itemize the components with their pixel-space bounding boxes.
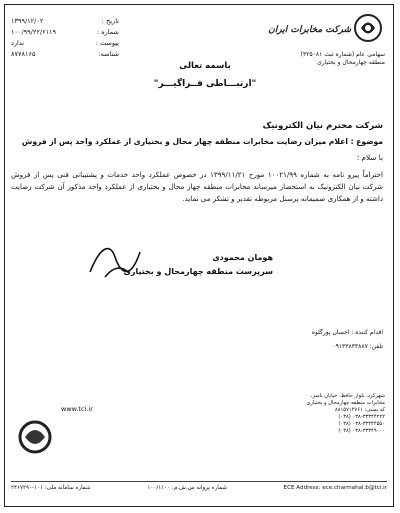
service-tel: شماره سامانه ملی: ۱۰۱-۲۴۶۷۲۹۰ (11, 485, 91, 491)
tel-2: ۰۳۸-۳۳۳۴۴۵۵۰ (۰۳۸) (338, 421, 385, 427)
license-number: شماره پروانه س.ش.م: ۱۰۰/۱۱۰۰ (147, 485, 227, 491)
footer-divider (11, 481, 387, 482)
letter-body: احتراماً پیرو نامه به شماره ۱۰۰۲۱/۹۹ مورخ ۱۳۹۹/۱۱/۲۱ در خصوص عملکرد واحد خدمات و پشتیبانی فنی پس از فروش شرکت نیان الکترونیک به استحضار میرساند مخابرات منطقه چهار محال و بختیاری از عملکرد واحد مذکور آن شرکت رضایت داشته و از همکاری صمیمانه پرسنل مربوطه تقدیر و تشکر می نماید. (11, 170, 383, 203)
id-value: ۸۷۷۸۱۶۵ (11, 50, 36, 58)
signatory-title: سرپرست منطقه چهارمحال و بختیاری (123, 267, 273, 276)
id-row (11, 50, 119, 61)
company-sub: سهامی عام (شماره ثبت ۳۲۵۰۸۱) (300, 51, 385, 58)
recipient: شرکت محترم نیان الکترونیک (262, 121, 383, 131)
salutation: باسمه تعالی (179, 61, 231, 71)
address-line-1: شهرکرد، بلوار حافظ، خیابان یاسر، (310, 393, 385, 399)
attachment-value: ندارد (11, 39, 25, 47)
date-value: ۱۳۹۹/۱۲/۰۲ (11, 17, 44, 25)
number-value: ۱۰۰/۹۹/۲۲/۶۱۱۹ (11, 28, 56, 36)
number-row (11, 28, 119, 39)
website-link[interactable]: www.tci.ir (61, 405, 93, 413)
tci-footer-logo-icon (15, 415, 55, 465)
greeting: با سلام ؛ (356, 153, 383, 162)
letter-page (4, 4, 394, 507)
company-name: شرکت مخابرات ایران (268, 25, 351, 35)
footer-address (235, 393, 385, 435)
footer-bottom-bar (11, 485, 387, 491)
fax: ۰۳۸-۳۳۳۴۹۰۰۰ (۰۳۸) (338, 428, 385, 434)
tci-logo-icon (353, 13, 383, 43)
attachment-row (11, 39, 119, 50)
subject: موضوع : اعلام میزان رضایت مخابرات منطقه چهار محال و بختیاری از عملکرد واحد پس از فروش (21, 137, 383, 146)
company-region: منطقه چهارمحال و بختیاری (317, 59, 385, 66)
motto: "ارتبـــاطی فــراگیـــر" (153, 79, 257, 89)
attachment-label: پیوست : (95, 39, 119, 47)
signatory-name: هومان محمودی (212, 253, 273, 262)
action-by: اقدام کننده : احسان پورگلوه (311, 329, 383, 336)
date-row (11, 17, 119, 28)
date-label: تاریخ : (101, 17, 119, 25)
handwritten-signature (85, 237, 145, 287)
address-line-2: مخابرات منطقه چهارمحال و بختیاری (306, 400, 385, 406)
number-label: شماره : (97, 28, 119, 36)
letter-meta (11, 17, 119, 61)
id-label: شناسه: (98, 50, 119, 58)
contact-phone: تلفن: ۰۹۱۳۳۸۳۳۸۸۷ (332, 343, 383, 350)
tel-1: ۰۳۸-۳۳۳۴۴۲۲۲ (۰۳۸) (338, 414, 385, 420)
postal-code: کد پستی: ۸۸۱۵۷۱۴۷۶۱ (334, 407, 385, 413)
ece-email[interactable]: ECE Address: ece.charmahal.b@tci.ir (283, 485, 387, 491)
company-logo (268, 13, 385, 73)
